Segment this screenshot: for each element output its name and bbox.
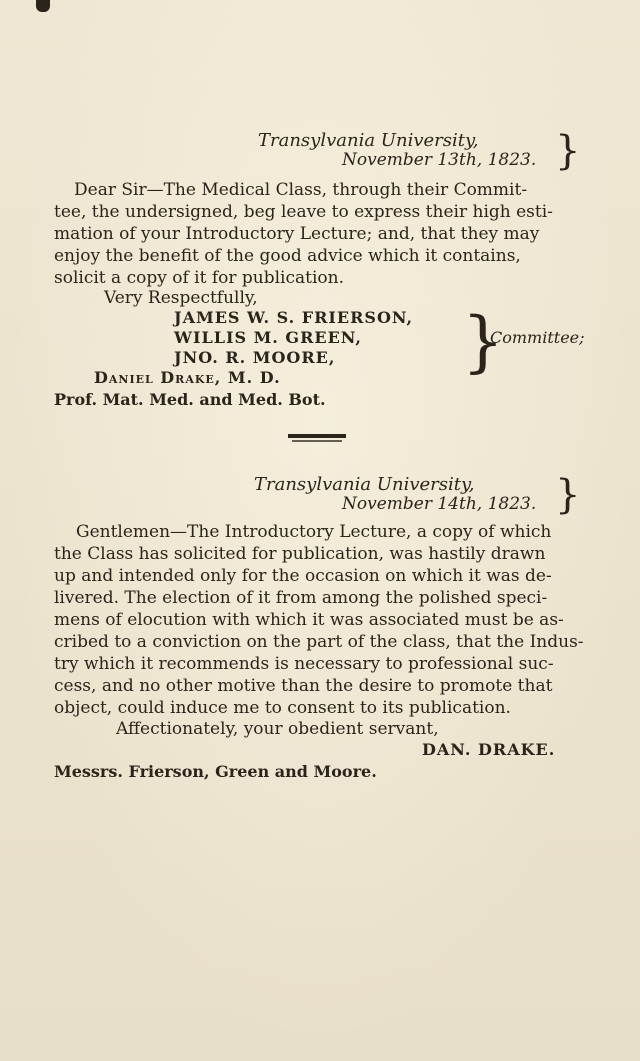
letter2-line-1: Gentlemen—The Introductory Lecture, a copy of which (76, 522, 552, 542)
addressee-title: Prof. Mat. Med. and Med. Bot. (54, 390, 326, 409)
letter1-line-1: Dear Sir—The Medical Class, through their Commit- (74, 180, 528, 200)
letter1-line-3: mation of your Introductory Lecture; and, that they may (54, 224, 540, 244)
letter2-date: November 14th, 1823. (342, 494, 537, 514)
letter1-line-5: solicit a copy of it for publication. (54, 268, 344, 288)
ink-blot (36, 0, 50, 12)
signatory-2: WILLIS M. GREEN, (174, 328, 362, 347)
letter2-line-2: the Class has solicited for publication, was hastily drawn (54, 544, 546, 564)
addressee-name: Daniel Drake, M. D. (94, 368, 281, 387)
letter1-line-4: enjoy the benefit of the good advice which it contains, (54, 246, 521, 266)
letter1-closing: Very Respectfully, (104, 288, 258, 308)
letter2-line-6: cribed to a conviction on the part of the class, that the Indus- (54, 632, 584, 652)
letter1-date: November 13th, 1823. (342, 150, 537, 170)
letter2-line-8: cess, and no other motive than the desire to promote that (54, 676, 553, 696)
letter2-line-3: up and intended only for the occasion on which it was de- (54, 566, 552, 586)
section-rule-under (292, 440, 342, 442)
letter1-line-2: tee, the undersigned, beg leave to express their high esti- (54, 202, 553, 222)
letter2-line-5: mens of elocution with which it was associated must be as- (54, 610, 564, 630)
letter2-line-9: object, could induce me to consent to its publication. (54, 698, 511, 718)
section-rule (288, 434, 346, 438)
letter2-line-7: try which it recommends is necessary to professional suc- (54, 654, 554, 674)
letter2-closing: Affectionately, your obedient servant, (116, 719, 439, 739)
letter1-header-brace: } (555, 128, 581, 174)
signatory-1: JAMES W. S. FRIERSON, (174, 308, 414, 327)
committee-brace: } (462, 303, 504, 380)
letter2-place: Transylvania University, (254, 474, 475, 495)
letter2-line-4: livered. The election of it from among the polished speci- (54, 588, 548, 608)
letter2-header-brace: } (555, 472, 581, 518)
letter2-signature: DAN. DRAKE. (422, 740, 556, 759)
letter1-place: Transylvania University, (258, 130, 479, 151)
letter2-recipients: Messrs. Frierson, Green and Moore. (54, 762, 377, 781)
signatory-3: JNO. R. MOORE, (174, 348, 336, 367)
committee-label: Committee; (490, 328, 585, 347)
